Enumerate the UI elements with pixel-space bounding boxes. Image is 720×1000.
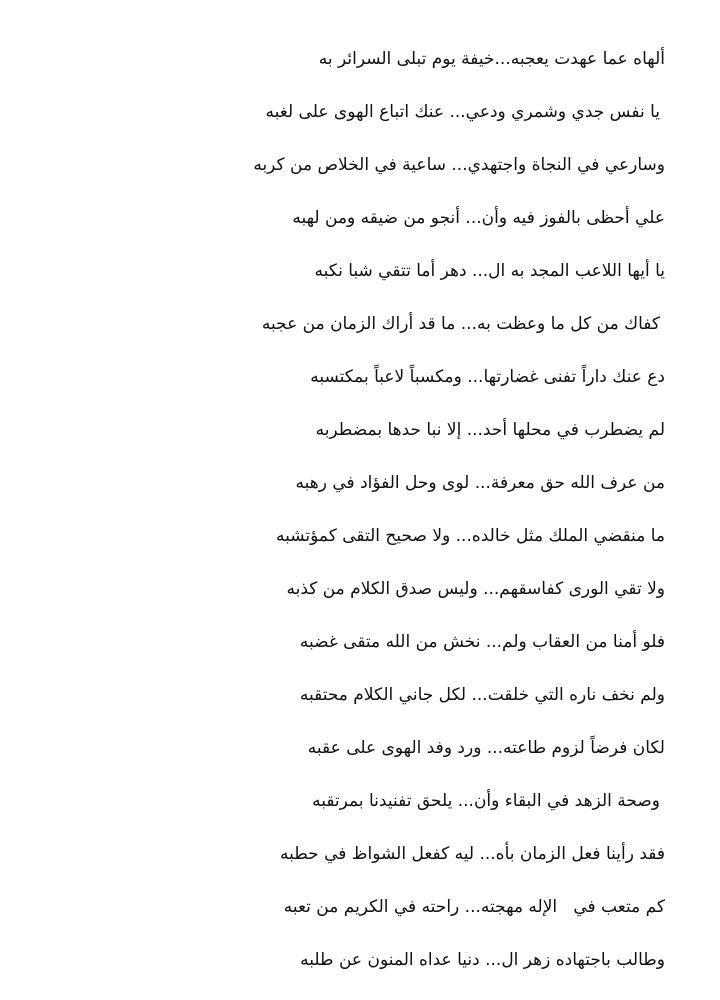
- verse-line-5: يا أيها اللاعب المجد به ال... دهر أما تتقي شبا نكبه: [314, 261, 665, 281]
- verse-line-12: فلو أمنا من العقاب ولم... نخش من الله متقى غضبه: [299, 632, 665, 652]
- verse-line-17: كم متعب في الإله مهجته... راحته في الكريم من تعبه: [283, 897, 665, 917]
- verse-line-14: لكان فرضاً لزوم طاعته... ورد وفد الهوى على عقبه: [307, 738, 665, 758]
- verse-line-8: لم يضطرب في محلها أحد... إلا نبا حدها بمضطربه: [315, 420, 665, 440]
- verse-line-2: يا نفس جدي وشمري ودعي... عنك اتباع الهوى على لغبه: [265, 102, 660, 122]
- verse-line-1: ألهاه عما عهدت يعجبه...خيفة يوم تبلى السرائر به: [318, 49, 665, 69]
- verse-line-15: وصحة الزهد في البقاء وأن... يلحق تفنيدنا بمرتقبه: [312, 791, 660, 811]
- verse-line-7: دع عنك داراً تفنى غضارتها... ومكسباً لاعباً بمكتسبه: [310, 367, 665, 387]
- verse-line-6: كفاك من كل ما وعظت به... ما قد أراك الزمان من عجبه: [261, 314, 660, 334]
- verse-line-16: فقد رأينا فعل الزمان بأه... ليه كفعل الشواظ في حطبه: [279, 844, 665, 864]
- verse-line-10: ما منقضي الملك مثل خالده... ولا صحيح التقى كمؤتشبه: [275, 526, 665, 546]
- verse-line-18: وطالب باجتهاده زهر ال... دنيا عداه المنون عن طلبه: [300, 950, 665, 970]
- verse-line-4: علي أحظى بالفوز فيه وأن... أنجو من ضيقه ومن لهبه: [292, 208, 665, 228]
- verse-line-3: وسارعي في النجاة واجتهدي... ساعية في الخلاص من كربه: [253, 155, 665, 175]
- verse-line-13: ولم نخف ناره التي خلقت... لكل جاني الكلام محتقبه: [299, 685, 665, 705]
- verse-line-9: من عرف الله حق معرفة... لوى وحل الفؤاد في رهبه: [295, 473, 665, 493]
- verse-line-11: ولا تقي الورى كفاسقهم... وليس صدق الكلام من كذبه: [286, 579, 665, 599]
